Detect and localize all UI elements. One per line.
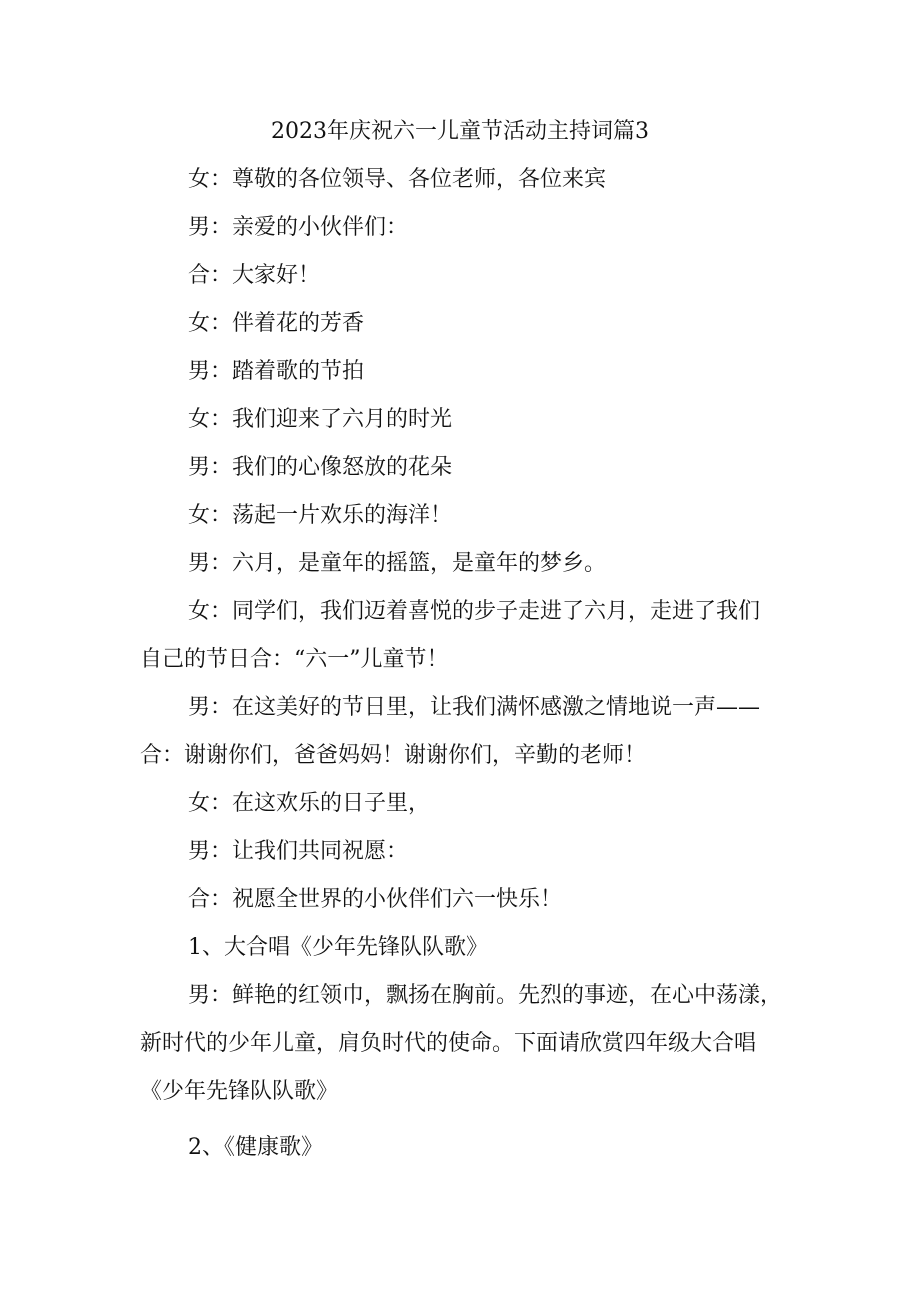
program-item-1: 1、大合唱《少年先锋队队歌》 (188, 935, 488, 960)
document-title: 2023年庆祝六一儿童节活动主持词篇3 (271, 119, 649, 144)
script-line-male-gratitude: 男：在这美好的节日里，让我们满怀感激之情地说一声—— (188, 695, 761, 720)
script-line-male-heart: 男：我们的心像怒放的花朵 (188, 455, 453, 480)
script-line-male-greeting: 男：亲爱的小伙伴们： (188, 215, 409, 240)
program-item-2: 2、《健康歌》 (188, 1135, 323, 1160)
script-line-male-red-scarf-end: 《少年先锋队队歌》 (140, 1079, 339, 1104)
script-line-female-flowers: 女：伴着花的芳香 (188, 311, 365, 336)
script-line-female-joyful-day: 女：在这欢乐的日子里， (188, 791, 431, 816)
script-line-female-june: 女：我们迎来了六月的时光 (188, 407, 453, 432)
script-line-together-thanks: 合：谢谢你们，爸爸妈妈！谢谢你们，辛勤的老师！ (140, 743, 647, 768)
script-line-female-ocean: 女：荡起一片欢乐的海洋！ (188, 503, 453, 528)
script-line-together-hello: 合：大家好！ (188, 263, 321, 288)
script-line-female-students-cont: 自己的节日合：“六一”儿童节！ (140, 647, 449, 672)
script-line-female-students: 女：同学们，我们迈着喜悦的步子走进了六月，走进了我们 (188, 599, 761, 624)
script-line-female-greeting: 女：尊敬的各位领导、各位老师，各位来宾 (188, 167, 607, 192)
script-line-male-red-scarf: 男：鲜艳的红领巾，飘扬在胸前。先烈的事迹，在心中荡漾， (188, 983, 783, 1008)
script-line-male-rhythm: 男：踏着歌的节拍 (188, 359, 365, 384)
script-line-male-wish: 男：让我们共同祝愿： (188, 839, 409, 864)
script-line-male-red-scarf-cont: 新时代的少年儿童，肩负时代的使命。下面请欣赏四年级大合唱 (140, 1031, 757, 1056)
script-line-together-wish: 合：祝愿全世界的小伙伴们六一快乐！ (188, 887, 563, 912)
script-line-male-cradle: 男：六月，是童年的摇篮，是童年的梦乡。 (188, 551, 607, 576)
